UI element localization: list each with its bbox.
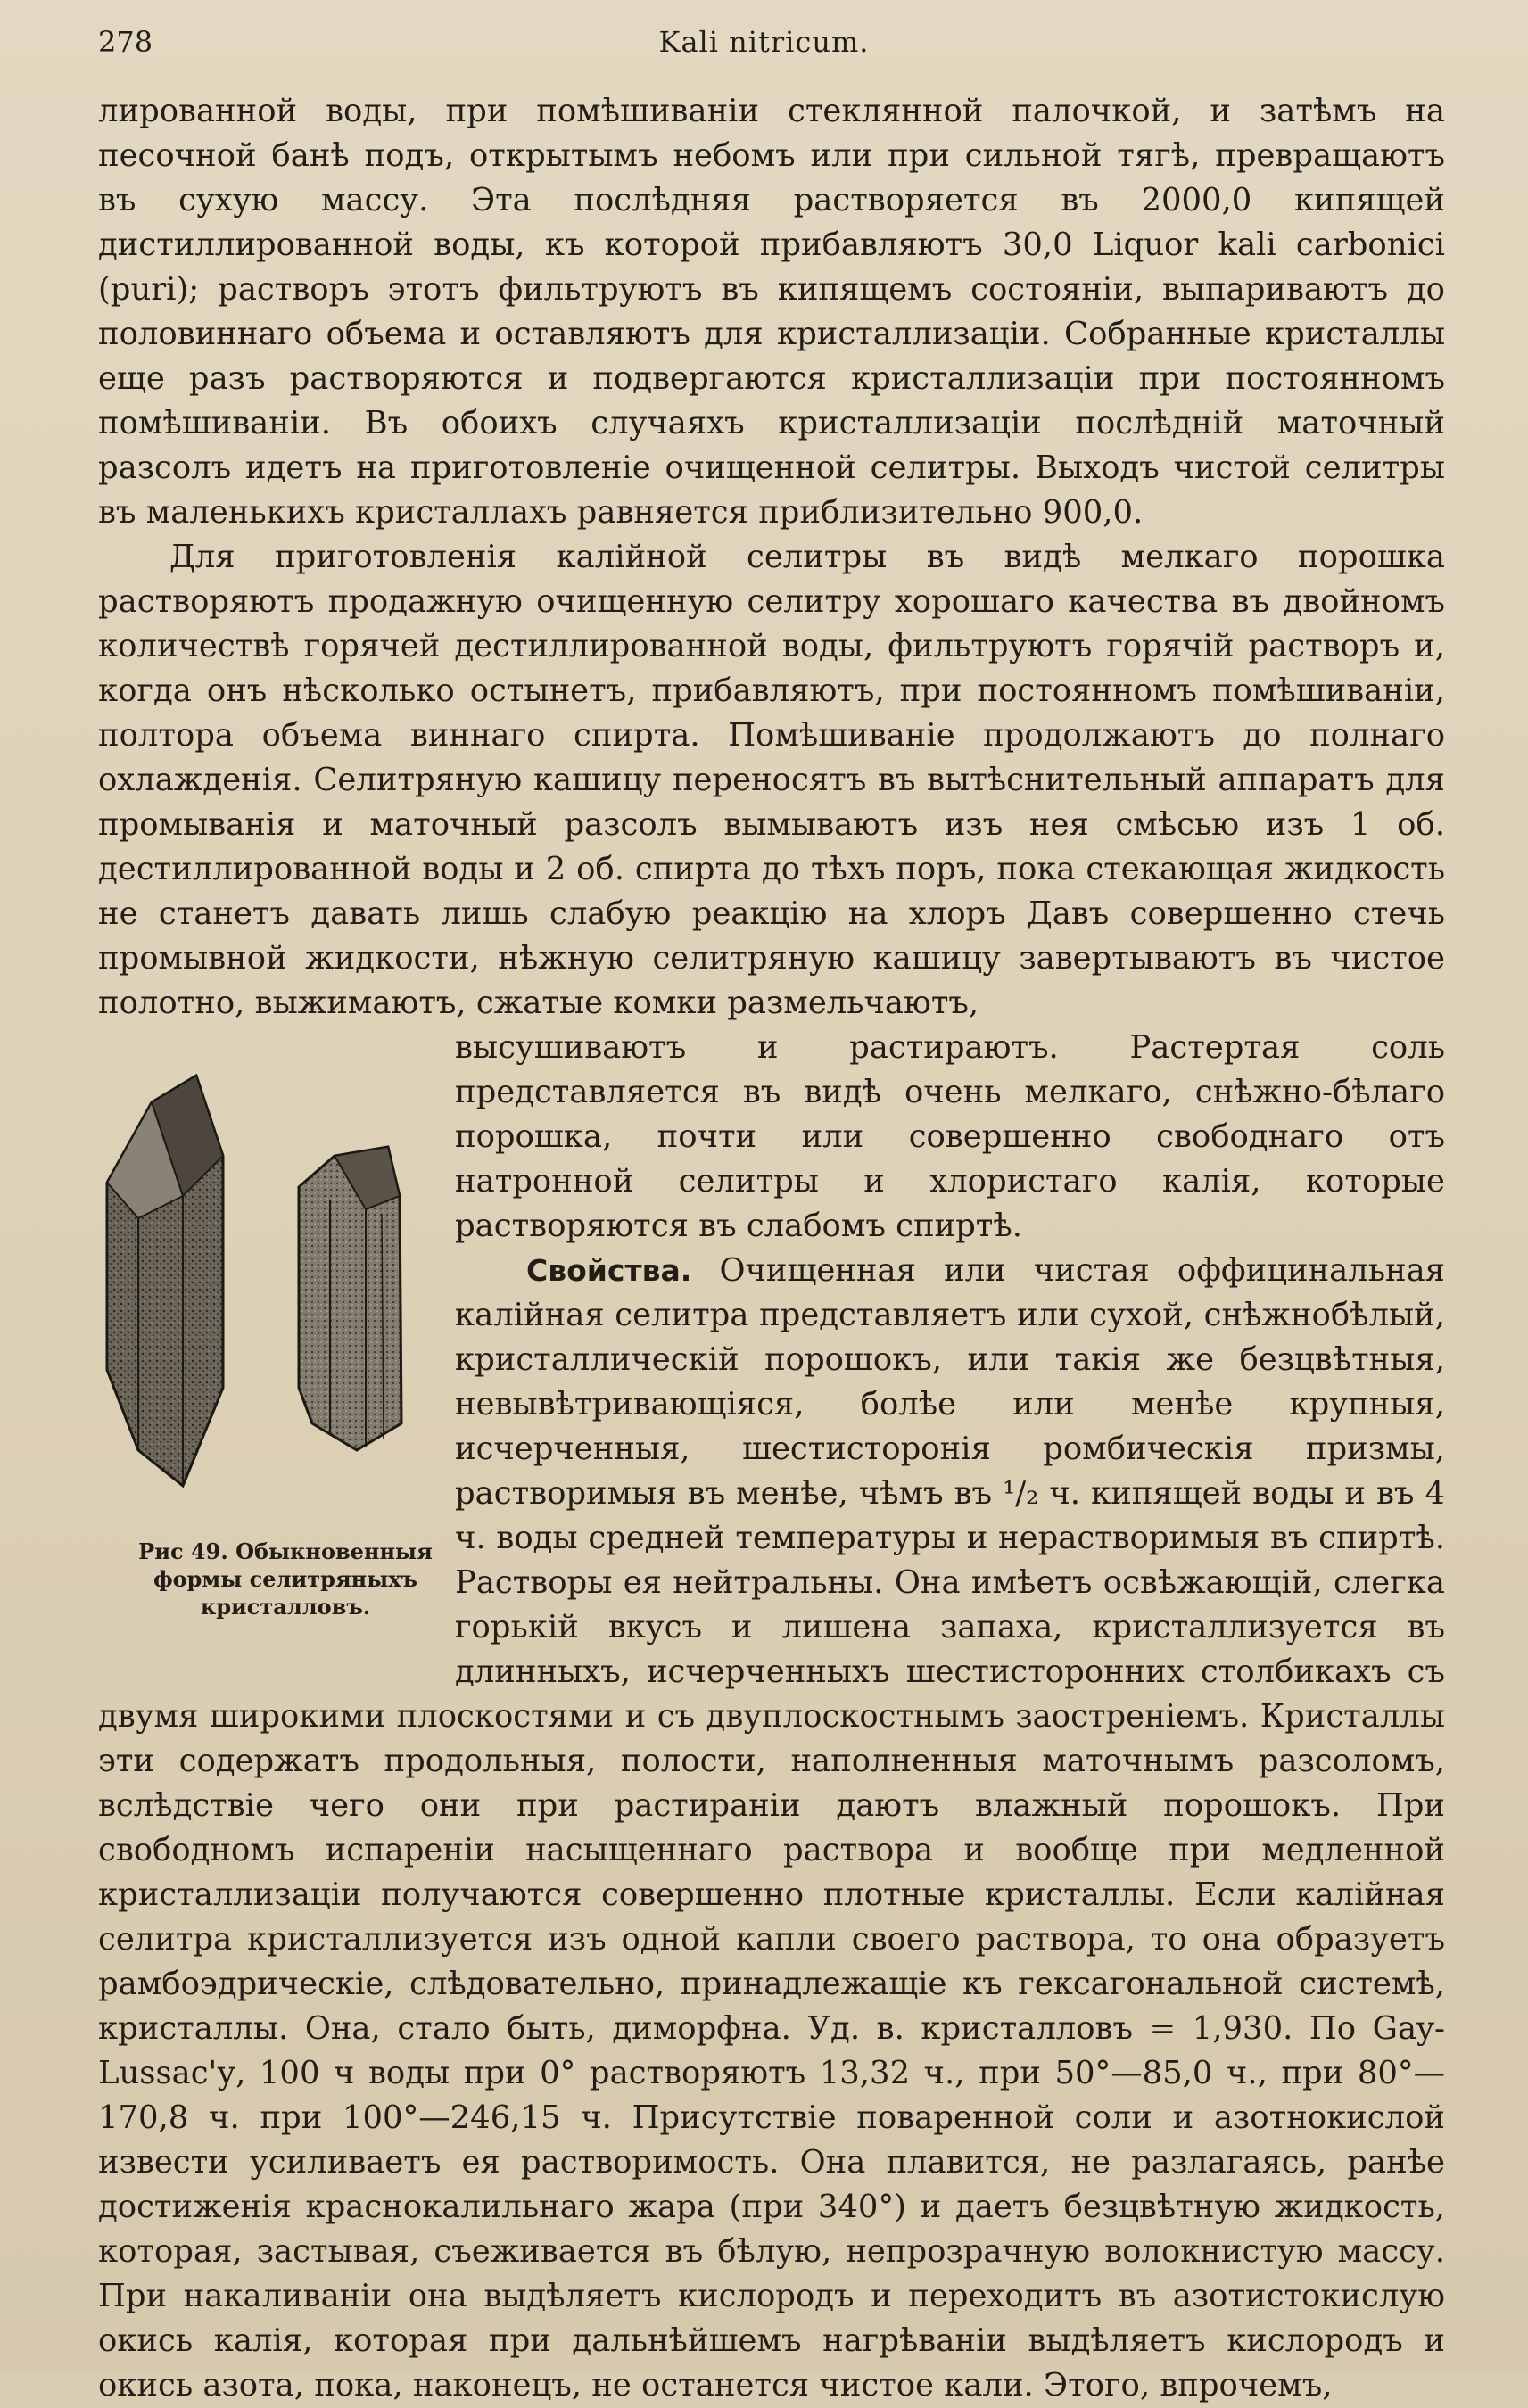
paragraph-powder-result: высушиваютъ и растираютъ. Растертая соль представляется въ видѣ очень мелкаго, снѣжно-бѣлаго порошка, почти или совершенно свободнаго отъ натронной селитры и хлористаго калiя, которые растворяются въ слабомъ спиртѣ. [455,1029,1445,1244]
body-text [98,89,1445,2408]
properties-text-b: ч. кипящей воды и въ 4 ч. воды средней температуры и нерастворимыя въ спиртѣ. Растворы ея нейтральны. Она имѣетъ освѣжающiй, слегка горькiй вкусъ и лишена запаха, кристаллизуется въ длинныхъ, исчерченныхъ шестисторонних столбикахъ съ двумя широкими плоскостями и съ двуплоскостнымъ заостренiемъ. Кристаллы эти содержатъ продольныя, полости, наполненныя маточнымъ разсоломъ, вслѣдствiе чего они при растиранiи даютъ влажный порошокъ. При свободномъ испаренiи насыщеннаго раствора и вообще при медленной кристаллизацiи получаются совершенно плотные кристаллы. Если калiйная селитра кристаллизуется изъ одной капли своего раствора, то она образуетъ рамбоэдрическiе, слѣдовательно, принадлежащiе къ гексагональной системѣ, кристаллы. Она, стало быть, диморфна. Уд. в. кристалловъ = 1,930. По Gay-Lussac'у, 100 ч воды при 0° растворяютъ 13,32 ч., при 50°—85,0 ч., при 80°—170,8 ч. при 100°—246,15 ч. Присутствiе поваренной соли и азотнокислой извести усиливаетъ ея растворимость. Она плавится, не разлагаясь, ранѣе достиженiя краснокалильнаго жара (при 340°) и даетъ безцвѣтную жидкость, которая, застывая, съеживается въ бѣлую, непрозрачную волокнистую массу. При накаливанiи она выдѣляетъ кислородъ и переходитъ въ азотистокислую окись калiя, которая при дальнѣйшемъ нагрѣванiи выдѣляетъ кислородъ и окись азота, пока, наконецъ, не останется чистое кали. Этого, впрочемъ, [98,1475,1445,2404]
page-number: 278 [98,25,153,59]
crystal-illustration [98,1031,455,1530]
small-crystal [299,1147,401,1450]
properties-text-a: Очищенная или чистая оффицинальная калiйная селитра представляетъ или сухой, снѣжнобѣлый, кристаллическiй порошокъ, или такiя же безцвѣтныя, невывѣтривающiяся, болѣе или менѣе крупныя, исчерченныя, шестисторонiя ромбическiя призмы, растворимыя въ менѣе, чѣмъ въ [455,1252,1445,1512]
paragraph-powder-preparation: Для приготовленiя калiйной селитры въ видѣ мелкаго порошка растворяютъ продажную очищенную селитру хорошаго качества въ двойномъ количествѣ горячей дестиллированной воды, фильтруютъ горячiй растворъ и, когда онъ нѣсколько остынетъ, прибавляютъ, при постоянномъ помѣшиванiи, полтора объема виннаго спирта. Помѣшиванiе продолжаютъ до полнаго охлажденiя. Селитряную кашицу переносятъ въ вытѣснительный аппаратъ для промыванiя и маточный разсолъ вымываютъ изъ нея смѣсью изъ 1 об. дестиллированной воды и 2 об. спирта до тѣхъ поръ, пока стекающая жидкость не станетъ давать лишь слабую реакцiю на хлоръ Давъ совершенно стечь промывной жидкости, нѣжную селитряную кашицу завертываютъ въ чистое полотно, выжимаютъ, сжатые комки размельчаютъ, [98,539,1445,1021]
paragraph-preparation-end: лированной воды, при помѣшиванiи стеклянной палочкой, и затѣмъ на песочной банѣ подъ, открытымъ небомъ или при сильной тягѣ, превращаютъ въ сухую массу. Эта послѣдняя растворяется въ 2000,0 кипящей дистиллированной воды, къ которой прибавляютъ 30,0 Liquor kali carbonici (puri); растворъ этотъ фильтруютъ въ кипящемъ состоянiи, выпариваютъ до половиннаго объема и оставляютъ для кристаллизацiи. Собранные кристаллы еще разъ растворяются и подвергаются кристаллизацiи при постоянномъ помѣшиванiи. Въ обоихъ случаяхъ кристаллизацiи послѣднiй маточный разсолъ идетъ на приготовленiе очищенной селитры. Выходъ чистой селитры въ маленькихъ кристаллахъ равняется приблизительно 900,0. [98,93,1445,531]
figure-caption: Рис 49. Обыкновенныя формы селитряныхъ кристалловъ. [138,1538,433,1620]
crystal-figure [98,1031,455,1664]
page-header [98,20,1430,64]
large-crystal [107,1076,223,1486]
properties-heading: Свойства. [526,1253,692,1288]
running-head: Kali nitricum. [658,25,870,59]
fraction-half: ¹/₂ [1003,1475,1039,1512]
